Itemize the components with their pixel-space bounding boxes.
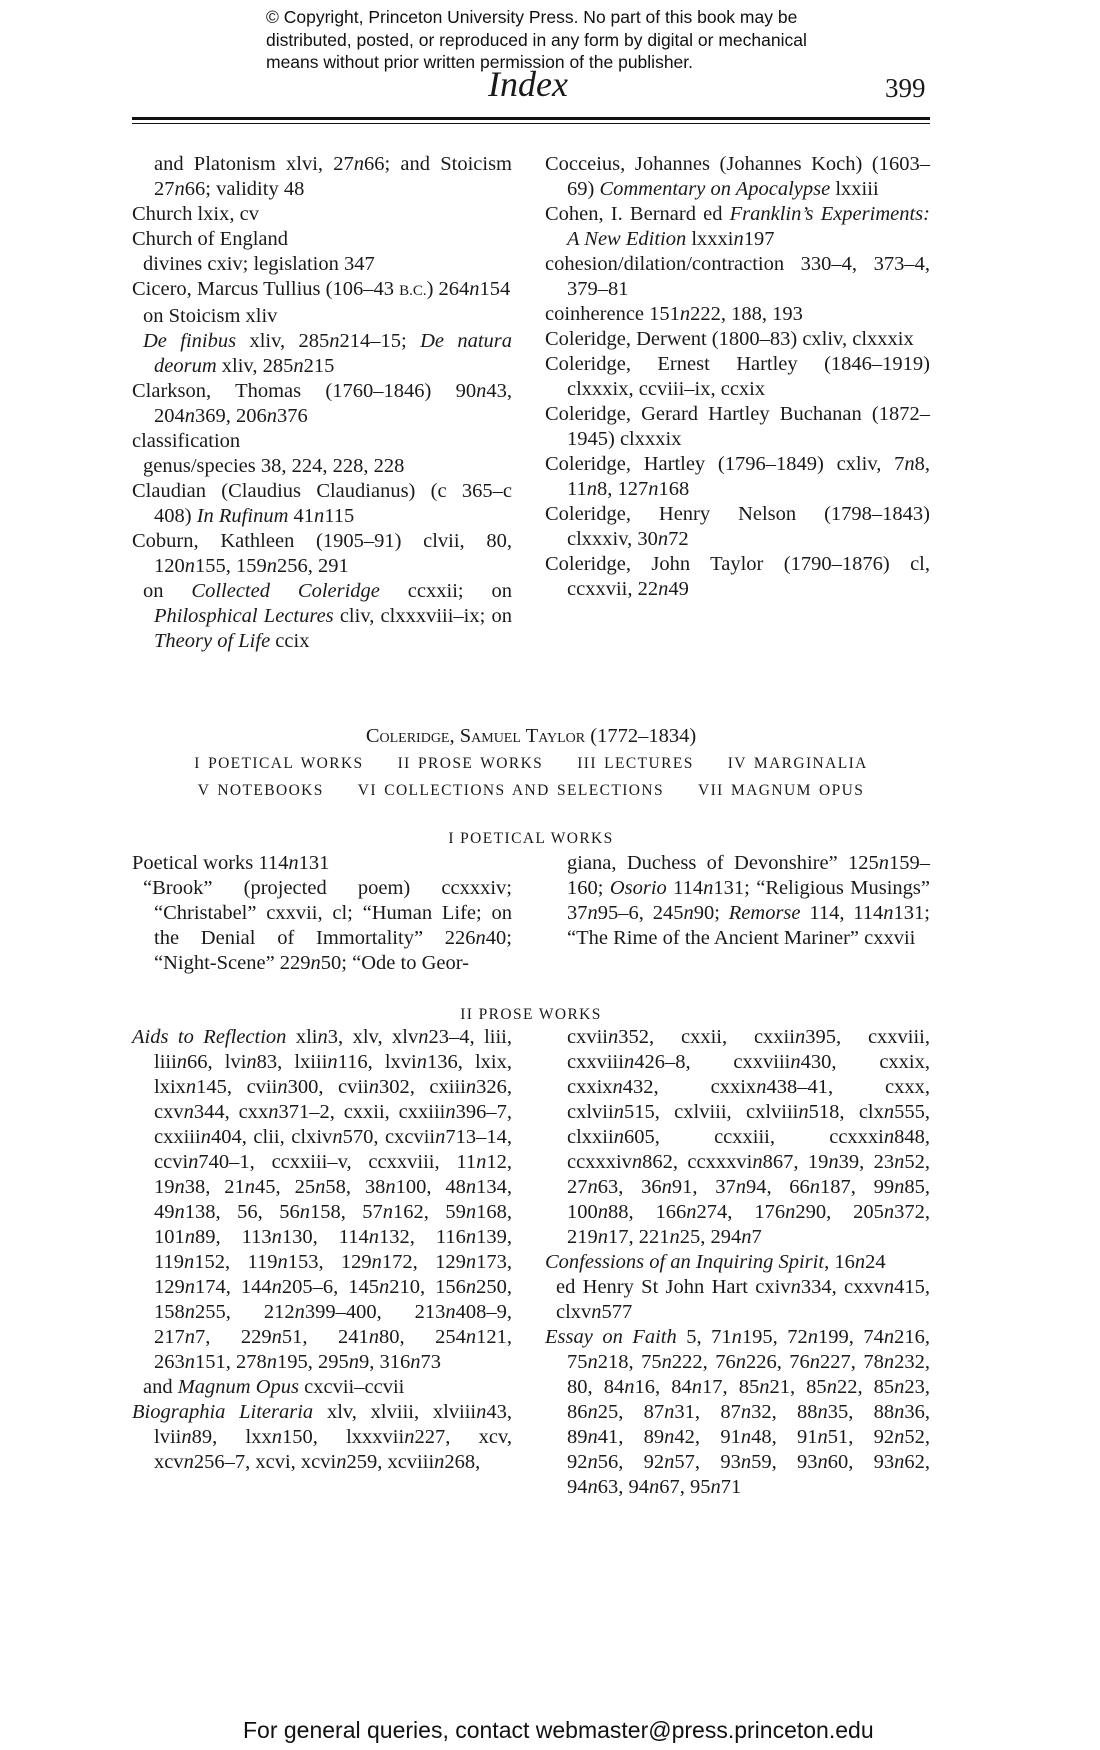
index-entry: Claudian (Claudius Claudianus) (c 365–c 408) In Rufinum 41n115 xyxy=(132,480,512,527)
index-entry: Church of England xyxy=(132,228,288,250)
index-entry: Poetical works 114n131 xyxy=(132,852,330,874)
index-entry: giana, Duchess of Devonshire” 125n159–160; Osorio 114n131; “Religious Musings” 37n95–6, 245n90; Remorse 114, 114n131; “The Rime of the Ancient Mariner” cxxvii xyxy=(567,852,930,949)
index-entry: Coleridge, Hartley (1796–1849) cxliv, 7n8, 11n8, 127n168 xyxy=(545,453,930,500)
index-entry: and Magnum Opus cxcvii–ccvii xyxy=(143,1376,405,1398)
index-entry: and Platonism xlvi, 27n66; and Stoicism 27n66; validity 48 xyxy=(154,153,512,200)
sections-nav-row-1 xyxy=(132,754,930,774)
section-nav-item: V NOTEBOOKS xyxy=(197,782,324,799)
section-nav-item: VI COLLECTIONS AND SELECTIONS xyxy=(357,782,665,799)
poetical-column-left xyxy=(132,851,512,976)
header-rule-thick xyxy=(132,117,930,120)
index-entry: ed Henry St John Hart cxivn334, cxxvn415, clxvn577 xyxy=(556,1276,931,1323)
index-entry: Biographia Literaria xlv, xlviii, xlviiin43, lviin89, lxxn150, lxxxviin227, xcv, xcvn256–7, xcvi, xcvin259, xcviiin268, xyxy=(132,1401,512,1473)
poetical-column-right xyxy=(545,851,930,951)
index-entry: cohesion/dilation/contraction 330–4, 373–4, 379–81 xyxy=(545,253,930,300)
index-entry: on Stoicism xliv xyxy=(143,305,278,327)
index-entry: cxviin352, cxxii, cxxiin395, cxxviii, cxxviiin426–8, cxxviiin430, cxxix, cxxixn432, cxxixn438–41, cxxx, cxlviin515, cxlviii, cxlviiin518, clxn555, clxxiin605, ccxxiii, ccxxxin848, ccxxxivn862, ccxxxvin867, 19n39, 23n52, 27n63, 36n91, 37n94, 66n187, 99n85, 100n88, 166n274, 176n290, 205n372, 219n17, 221n25, 294n7 xyxy=(567,1026,931,1248)
index-entry: genus/species 38, 224, 228, 228 xyxy=(143,455,405,477)
index-entry: De finibus xliv, 285n214–15; De natura deorum xliv, 285n215 xyxy=(143,330,513,377)
copyright-line: © Copyright, Princeton University Press. No part of this book may be xyxy=(266,7,798,27)
index-entry: on Collected Coleridge ccxxii; on Philosphical Lectures cliv, clxxxviii–ix; on Theory of Life ccix xyxy=(143,580,513,652)
index-entry: Essay on Faith 5, 71n195, 72n199, 74n216, 75n218, 75n222, 76n226, 76n227, 78n232, 80, 84n16, 84n17, 85n21, 85n22, 85n23, 86n25, 87n31, 87n32, 88n35, 88n36, 89n41, 89n42, 91n48, 91n51, 92n52, 92n56, 92n57, 93n59, 93n60, 93n62, 94n63, 94n67, 95n71 xyxy=(545,1326,931,1498)
index-entry: Confessions of an Inquiring Spirit, 16n24 xyxy=(545,1251,886,1273)
page-number: 399 xyxy=(885,73,926,103)
prose-column-left xyxy=(132,1025,512,1475)
index-entry: coinherence 151n222, 188, 193 xyxy=(545,303,803,325)
index-entry: Coleridge, Derwent (1800–83) cxliv, clxxxix xyxy=(545,328,914,350)
section-nav-item: IV MARGINALIA xyxy=(727,755,868,772)
index-entry: Coleridge, John Taylor (1790–1876) cl, ccxxvii, 22n49 xyxy=(545,553,930,600)
index-entry: Cicero, Marcus Tullius (106–43 B.C.) 264n154 xyxy=(132,278,511,300)
index-entry: Church lxix, cv xyxy=(132,203,259,225)
copyright-line: means without prior written permission of the publisher. xyxy=(266,52,694,72)
footer-contact: For general queries, contact webmaster@press.princeton.edu xyxy=(243,1717,874,1743)
section-nav-item: I POETICAL WORKS xyxy=(194,755,364,772)
index-entry: Cocceius, Johannes (Johannes Koch) (1603–69) Commentary on Apocalypse lxxiii xyxy=(545,153,930,200)
header-rule-thin xyxy=(132,123,930,124)
section-nav-item: VII MAGNUM OPUS xyxy=(698,782,865,799)
index-entry: classification xyxy=(132,430,241,452)
index-entry: Clarkson, Thomas (1760–1846) 90n43, 204n369, 206n376 xyxy=(132,380,512,427)
section-nav-item: III LECTURES xyxy=(577,755,694,772)
index-entry: Cohen, I. Bernard ed Franklin’s Experiments: A New Edition lxxxin197 xyxy=(545,203,930,250)
index-entry: Coleridge, Henry Nelson (1798–1843) clxxxiv, 30n72 xyxy=(545,503,930,550)
prose-column-right xyxy=(545,1025,930,1500)
section-heading-prose: II PROSE WORKS xyxy=(460,1006,602,1023)
index-entry: Coburn, Kathleen (1905–91) clvii, 80, 120n155, 159n256, 291 xyxy=(132,530,512,577)
index-entry: Coleridge, Gerard Hartley Buchanan (1872–1945) clxxxix xyxy=(545,403,930,450)
coleridge-heading: Coleridge, Samuel Taylor (1772–1834) xyxy=(365,725,697,747)
copyright-line: distributed, posted, or reproduced in any form by digital or mechanical xyxy=(266,29,807,50)
index-entry: divines cxiv; legislation 347 xyxy=(143,253,375,275)
running-head-title: Index xyxy=(488,64,568,104)
section-heading-poetical: I POETICAL WORKS xyxy=(448,830,614,847)
index-column-right xyxy=(545,152,930,602)
copyright-notice xyxy=(266,6,886,74)
index-entry: “Brook” (projected poem) ccxxxiv; “Christabel” cxxvii, cl; “Human Life; on the Denial of Immortality” 226n40; “Night-Scene” 229n50; “Ode to Geor- xyxy=(143,877,512,974)
index-entry: Aids to Reflection xlin3, xlv, xlvn23–4, liii, liiin66, lvin83, lxiiin116, lxvin136, lxix, lxixn145, cviin300, cviin302, cxiiin326, cxvn344, cxxn371–2, cxxii, cxxiiin396–7, cxxiiin404, clii, clxivn570, cxcviin713–14, ccvin740–1, ccxxiii–v, ccxxviii, 11n12, 19n38, 21n45, 25n58, 38n100, 48n134, 49n138, 56, 56n158, 57n162, 59n168, 101n89, 113n130, 114n132, 116n139, 119n152, 119n153, 129n172, 129n173, 129n174, 144n205–6, 145n210, 156n250, 158n255, 212n399–400, 213n408–9, 217n7, 229n51, 241n80, 254n121, 263n151, 278n195, 295n9, 316n73 xyxy=(132,1026,513,1373)
index-column-left xyxy=(132,152,512,654)
index-entry: Coleridge, Ernest Hartley (1846–1919) clxxxix, ccviii–ix, ccxix xyxy=(545,353,930,400)
sections-nav-row-2 xyxy=(132,781,930,801)
section-nav-item: II PROSE WORKS xyxy=(397,755,544,772)
